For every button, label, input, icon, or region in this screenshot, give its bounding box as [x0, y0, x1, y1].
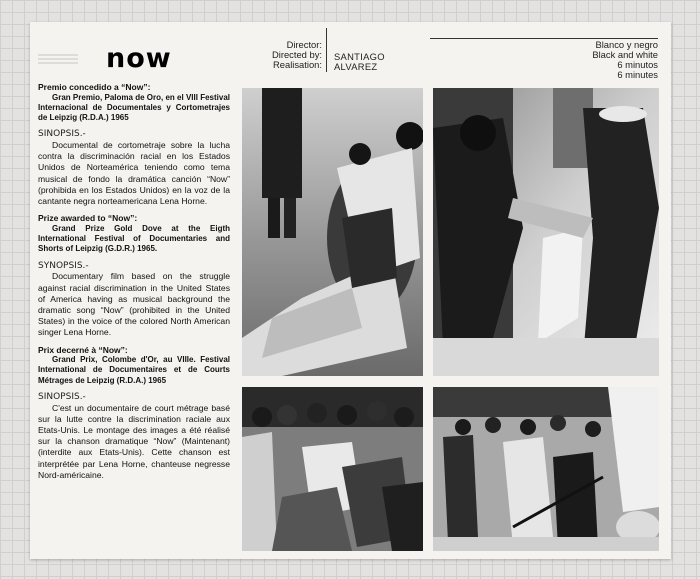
photo-police-confrontation [433, 88, 659, 376]
photo-protester-carried [242, 88, 423, 376]
faded-stamp [38, 52, 78, 70]
english-synopsis-heading: SYNOPSIS.- [38, 260, 89, 271]
spanish-award-heading: Premio concedido a “Now”: [38, 82, 151, 92]
french-synopsis: C'est un documentaire de court métrage basé sur la lutte contre la discrimination raciale aux Etats-Unis. Le montage des images a été réalisé sur la chanson dramatique “Now” (Maintenant) (interdite aux Etats-Unis). Cette chanson est interprétée par Lena Horne, chanteuse negresse Nord-américaine. [38, 402, 230, 480]
text-column [30, 22, 230, 559]
director-name: SANTIAGO ALVAREZ [334, 51, 385, 72]
credits-divider [326, 28, 327, 72]
credit-labels: Director: Directed by: Realisation: [271, 39, 322, 70]
film-title: now [106, 43, 172, 74]
photo-crowd-scuffle [242, 387, 423, 551]
spanish-synopsis: Documental de cortometraje sobre la lucha contra la discriminación racial en los Estados Unidos de Norteamérica teniendo como tema musical de fondo la dramática canción “Now” (prohibida en los Estados Unidos) en la voz de la cantante negra norteamericana Lena Horne. [38, 140, 230, 207]
french-award: Grand Prix, Colombe d'Or, au VIIIe. Festival International de Documentaires et de Courts Métrages de Leipzig (R.D.A.) 1965 [38, 355, 230, 385]
photo-police-dogs [433, 387, 659, 551]
credits-header [230, 22, 671, 82]
english-synopsis: Documentary film based on the struggle against racial discrimination in the United States of America having as musical background the dramatic song “Now” (prohibited in the United States) in the voice of the colored North American singer Lena Horne. [38, 271, 230, 338]
format-info: Blanco y negro Black and white 6 minutos 6 minutes [592, 39, 658, 80]
synopsis-texts [38, 82, 230, 487]
french-award-heading: Prix decerné à “Now”: [38, 344, 128, 355]
spanish-award: Gran Premio, Paloma de Oro, en el VIII Festival Internacional de Documentales y Cortometrajes de Leipzig (R.D.A.) 1965 [38, 92, 230, 123]
film-sheet [30, 22, 671, 559]
english-award: Grand Prize Gold Dove at the Eigth International Festival of Documentaries and Shorts of Leipzig (G.D.R.) 1965. [38, 223, 230, 254]
english-award-heading: Prize awarded to “Now”: [38, 213, 138, 224]
spanish-synopsis-heading: SINOPSIS.- [38, 129, 86, 140]
french-synopsis-heading: SINOPSIS.- [38, 392, 86, 403]
